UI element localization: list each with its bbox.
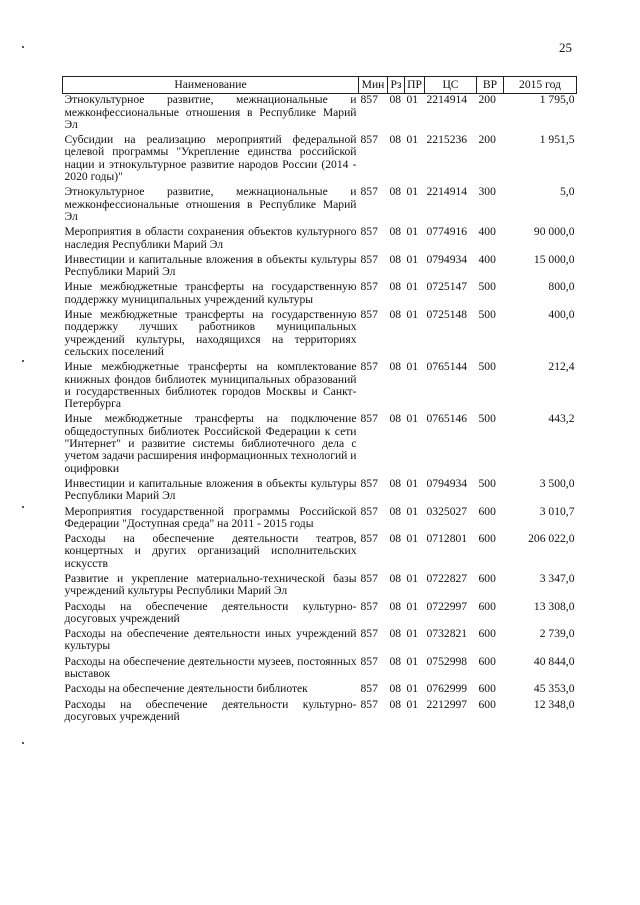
row-min: 857 (360, 308, 378, 322)
row-rz: 08 (389, 360, 402, 374)
row-rz: 08 (389, 93, 402, 107)
row-name: Расходы на обеспечение деятельности культурно-досуговых учреждений (64, 697, 357, 723)
row-cs: 0725148 (426, 308, 468, 322)
row-min: 857 (360, 654, 378, 668)
row-cs: 0774916 (426, 225, 468, 239)
row-sum: 1 795,0 (539, 93, 575, 107)
row-sum: 2 739,0 (539, 627, 575, 641)
row-vr: 600 (478, 532, 496, 546)
row-cs: 2214914 (426, 185, 468, 199)
row-sum: 13 308,0 (533, 599, 575, 613)
row-min: 857 (360, 532, 378, 546)
table-row (63, 413, 577, 477)
scan-mark (22, 742, 24, 744)
row-vr: 600 (478, 627, 496, 641)
table-row (63, 601, 577, 629)
row-pr: 01 (406, 682, 419, 696)
row-pr: 01 (406, 185, 419, 199)
header-min: Мин (359, 77, 388, 94)
table-row (63, 186, 577, 226)
table-row (63, 533, 577, 573)
row-min: 857 (360, 360, 378, 374)
row-pr: 01 (406, 476, 419, 490)
row-cs: 2214914 (426, 93, 468, 107)
row-name: Иные межбюджетные трансферты на государственную поддержку муниципальных учреждений культуры (64, 280, 357, 306)
row-pr: 01 (406, 308, 419, 322)
row-name: Расходы на обеспечение деятельности музеев, постоянных выставок (64, 654, 357, 681)
scan-mark (22, 46, 24, 48)
row-vr: 600 (478, 504, 496, 518)
scan-mark (22, 506, 24, 508)
header-pr: ПР (405, 77, 425, 94)
row-name: Субсидии на реализацию мероприятий федеральной целевой программы "Укрепление единства российской нации и этнокультурное развитие народов России (2014 - 2020 годы)" (64, 133, 357, 184)
row-sum: 15 000,0 (533, 252, 575, 266)
row-sum: 1 951,5 (539, 133, 575, 147)
row-rz: 08 (389, 476, 402, 490)
row-cs: 0762999 (426, 682, 468, 696)
row-sum: 3 347,0 (539, 571, 575, 585)
row-name: Мероприятия государственной программы Российской Федерации "Доступная среда" на 2011 - 2015 годы (64, 504, 357, 530)
row-vr: 300 (478, 185, 496, 199)
row-min: 857 (360, 697, 378, 711)
row-min: 857 (360, 252, 378, 266)
scan-mark (22, 360, 24, 362)
row-vr: 400 (478, 252, 496, 266)
table-row (63, 134, 577, 186)
row-vr: 600 (478, 654, 496, 668)
row-name: Иные межбюджетные трансферты на подключение общедоступных библиотек Российской Федерации к сети "Интернет" и развитие системы библиотечного дела с учетом задачи расширения информационных технологий и оцифровки (64, 412, 357, 475)
header-rz: Рз (388, 77, 405, 94)
row-rz: 08 (389, 682, 402, 696)
row-min: 857 (360, 185, 378, 199)
row-cs: 0732821 (426, 627, 468, 641)
row-cs: 0752998 (426, 654, 468, 668)
row-sum: 800,0 (548, 280, 575, 294)
row-cs: 2215236 (426, 133, 468, 147)
row-name: Мероприятия в области сохранения объектов культурного наследия Республики Марий Эл (64, 225, 357, 251)
budget-table (62, 76, 577, 726)
row-rz: 08 (389, 412, 402, 426)
table-row (63, 699, 577, 727)
row-name: Инвестиции и капитальные вложения в объекты культуры Республики Марий Эл (64, 252, 357, 279)
row-rz: 08 (389, 308, 402, 322)
row-cs: 0794934 (426, 252, 468, 266)
row-vr: 600 (478, 599, 496, 613)
row-vr: 200 (478, 93, 496, 107)
row-pr: 01 (406, 93, 419, 107)
table-row (63, 478, 577, 506)
row-vr: 500 (478, 476, 496, 490)
row-min: 857 (360, 412, 378, 426)
row-pr: 01 (406, 412, 419, 426)
table-row (63, 506, 577, 534)
row-pr: 01 (406, 504, 419, 518)
row-rz: 08 (389, 280, 402, 294)
row-pr: 01 (406, 252, 419, 266)
row-pr: 01 (406, 697, 419, 711)
table-row (63, 628, 577, 656)
row-rz: 08 (389, 225, 402, 239)
row-min: 857 (360, 504, 378, 518)
row-rz: 08 (389, 532, 402, 546)
row-rz: 08 (389, 627, 402, 641)
row-sum: 212,4 (548, 360, 575, 374)
table-row (63, 309, 577, 361)
row-pr: 01 (406, 571, 419, 585)
row-pr: 01 (406, 225, 419, 239)
row-cs: 0725147 (426, 280, 468, 294)
row-name: Расходы на обеспечение деятельности культурно-досуговых учреждений (64, 599, 357, 625)
row-name: Расходы на обеспечение деятельности иных учреждений культуры (64, 627, 357, 653)
row-sum: 3 500,0 (539, 476, 575, 490)
row-name: Развитие и укрепление материально-технической базы учреждений культуры Республики Марий Эл (64, 571, 357, 598)
row-vr: 500 (478, 412, 496, 426)
row-rz: 08 (389, 252, 402, 266)
row-min: 857 (360, 280, 378, 294)
row-name: Иные межбюджетные трансферты на комплектование книжных фондов библиотек муниципальных образований и государственных библиотек городов Москвы и Санкт-Петербурга (64, 360, 357, 411)
table-row (63, 281, 577, 309)
row-min: 857 (360, 599, 378, 613)
row-name: Расходы на обеспечение деятельности библиотек (64, 682, 308, 696)
row-sum: 5,0 (560, 185, 575, 199)
row-rz: 08 (389, 133, 402, 147)
header-cs: ЦС (425, 77, 477, 94)
row-name: Расходы на обеспечение деятельности театров, концертных и других организаций исполнительских искусств (64, 532, 357, 570)
row-cs: 0712801 (426, 532, 468, 546)
header-vr: ВР (477, 77, 504, 94)
row-cs: 0325027 (426, 504, 468, 518)
row-vr: 500 (478, 280, 496, 294)
row-cs: 0765146 (426, 412, 468, 426)
row-pr: 01 (406, 280, 419, 294)
row-min: 857 (360, 682, 378, 696)
row-name: Иные межбюджетные трансферты на государственную поддержку лучших работников муниципальных учреждений культуры, находящихся на территориях сельских поселений (64, 308, 357, 358)
row-sum: 12 348,0 (533, 697, 575, 711)
row-name: Инвестиции и капитальные вложения в объекты культуры Республики Марий Эл (64, 476, 357, 503)
row-min: 857 (360, 93, 378, 107)
page-number: 25 (559, 40, 572, 55)
row-pr: 01 (406, 599, 419, 613)
row-name: Этнокультурное развитие, межнациональные и межконфессиональные отношения в Республике Марий Эл (64, 185, 357, 223)
row-sum: 3 010,7 (539, 504, 575, 518)
row-rz: 08 (389, 571, 402, 585)
row-pr: 01 (406, 532, 419, 546)
row-sum: 40 844,0 (533, 654, 575, 668)
row-name: Этнокультурное развитие, межнациональные и межконфессиональные отношения в Республике Марий Эл (64, 93, 357, 131)
row-vr: 500 (478, 308, 496, 322)
row-cs: 0722997 (426, 599, 468, 613)
table-row (63, 573, 577, 601)
row-pr: 01 (406, 133, 419, 147)
row-rz: 08 (389, 185, 402, 199)
table-row (63, 683, 577, 698)
row-sum: 45 353,0 (533, 682, 575, 696)
table-row (63, 226, 577, 254)
row-min: 857 (360, 571, 378, 585)
row-sum: 90 000,0 (533, 225, 575, 239)
row-min: 857 (360, 476, 378, 490)
row-pr: 01 (406, 627, 419, 641)
row-rz: 08 (389, 697, 402, 711)
row-cs: 0794934 (426, 476, 468, 490)
row-sum: 206 022,0 (528, 532, 575, 546)
row-cs: 0765144 (426, 360, 468, 374)
row-rz: 08 (389, 504, 402, 518)
row-min: 857 (360, 225, 378, 239)
row-sum: 400,0 (548, 308, 575, 322)
row-vr: 600 (478, 682, 496, 696)
row-vr: 500 (478, 360, 496, 374)
row-vr: 600 (478, 697, 496, 711)
row-cs: 0722827 (426, 571, 468, 585)
row-sum: 443,2 (548, 412, 575, 426)
table-row (63, 361, 577, 413)
table-row (63, 656, 577, 684)
table-header-row (63, 77, 577, 94)
table-row (63, 254, 577, 282)
row-vr: 600 (478, 571, 496, 585)
header-name: Наименование (63, 77, 359, 94)
row-vr: 400 (478, 225, 496, 239)
header-sum: 2015 год (504, 77, 577, 94)
row-rz: 08 (389, 654, 402, 668)
table-row (63, 94, 577, 134)
row-cs: 2212997 (426, 697, 468, 711)
row-pr: 01 (406, 654, 419, 668)
row-rz: 08 (389, 599, 402, 613)
row-min: 857 (360, 133, 378, 147)
row-pr: 01 (406, 360, 419, 374)
row-vr: 200 (478, 133, 496, 147)
row-min: 857 (360, 627, 378, 641)
